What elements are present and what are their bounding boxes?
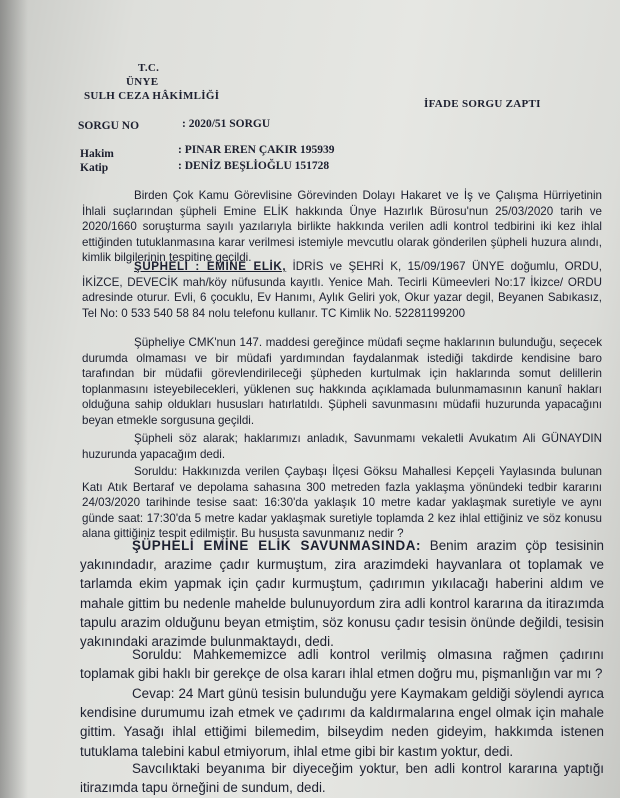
paragraph-question-1: Soruldu: Hakkınızda verilen Çaybaşı İlçesi Göksu Mahallesi Kepçeli Yaylasında bulunan Katı Atık Bertaraf ve depolama sahasına 300 metreden fazla yaklaşma yönündeki tedbir kararını 24/03/2020 tarihinde tesise saat: 16:30'da yaklaşık 10 metre kadar yaklaşmak suretiyle ve aynı günde saat: 17:30'da 5 metre kadar yaklaşmak suretiyle toplamda 2 kez ihlal ettiğiniz ve söz konusu alana gittiğiniz tespit edilmiştir. Bu hususta savunmanız nedir ? — [82, 465, 602, 541]
paragraph-answer: Cevap: 24 Mart günü tesisin bulunduğu yere Kaymakam geldiği söylendi ayrıca kendisine durumumu izah etmek ve çadırımı da kaldırmalarına engel olmak için mahale gittim. Yasağı ihlal ettiğimi bilemedim, bilseydim neden gideyim, hakkımda istenen tutuklama talebini kabul etmiyorum, ihlal etme gibi bir kastım yoktur, dedi. — [80, 686, 604, 759]
paragraph-suspect-identity — [82, 259, 602, 321]
paragraph-defense — [80, 536, 604, 651]
paragraph-statement: Şüpheli söz alarak; haklarımızı anladık, Savunmamı vekaletli Avukatım Ali GÜNAYDIN huzurunda yapacağım dedi. — [82, 432, 602, 461]
hakim-label: Hakim — [80, 148, 114, 160]
header-tc: T.C. — [138, 62, 160, 74]
defense-label: ŞÜPHELİ EMİNE ELİK SAVUNMASINDA: — [132, 538, 422, 553]
header-court: SULH CEZA HÂKİMLİĞİ — [84, 90, 220, 102]
paragraph-rights: Şüpheliye CMK'nun 147. maddesi gereğince müdafi seçme haklarının bulunduğu, seçecek durumda olmaması ve bir müdafi yardımından faydalanmak istediği takdirde kendisine baro tarafından bir müdafii görevlendirileceği şüpheden kurtulmak için haklarında somut delillerin toplanmasını isteyebilecekleri, yüklenen suç hakkında açıklamada bulunmamasının kanunî hakları olduğuna sahip oldukları hususları hatırlatıldı. Şüpheli savunmasını müdafii huzurunda yapacağını beyan etmekle sorgusuna geçildi. — [82, 336, 602, 427]
katip-label: Katip — [80, 162, 109, 174]
paragraph-question-2: Soruldu: Mahkememizce adli kontrol verilmiş olmasına rağmen çadırını toplamak gibi haklı bir gerekçe de olsa kararı ihlal etmen doğru mu, pişmanlığın var mı ? — [80, 647, 604, 682]
header-city: ÜNYE — [126, 76, 159, 88]
page-shadow — [0, 0, 28, 798]
suspect-details: İDRİS ve ŞEHRİ K, 15/09/1967 ÜNYE doğumlu, ORDU, İKİZCE, DEVECİK mah/köy nüfusunda kayıtlı. Yenice Mah. Tecirli Kümeevleri No:17 İkizce/ ORDU adresinde oturur. Evli, 6 çocuklu, Ev Hanımı, Aylık Geliri yok, Okur yazar degil, Beyanen Sabıkasız, Tel No: 0 533 540 58 84 nolu telefonu kullanır. TC Kimlik No. 52281199200 — [82, 260, 603, 320]
sorgu-no-value: : 2020/51 SORGU — [182, 118, 271, 130]
sorgu-no-label: SORGU NO — [78, 120, 140, 132]
suspect-label: ŞÜPHELİ : EMİNE ELİK, — [134, 260, 287, 273]
form-title: İFADE SORGU ZAPTI — [424, 98, 541, 110]
hakim-value: : PINAR EREN ÇAKIR 195939 — [178, 144, 335, 156]
paragraph-closing: Savcılıktaki beyanıma bir diyeceğim yoktur, ben adli kontrol kararına yaptığı itirazımda tapu örneğini de sundum, dedi. — [80, 761, 604, 796]
paragraph-intro: Birden Çok Kamu Görevlisine Görevinden Dolayı Hakaret ve İş ve Çalışma Hürriyetinin İhlali suçlarından şüpheli Emine ELİK hakkında Ünye Hazırlık Bürosu'nun 25/03/2020 tarih ve 2020/1660 soruşturma sayılı yazılarıyla birlikte hakkında verilen adli kontrol tedbirini iki kez ihlal ettiğinden tutuklanmasına karar verilmesi istemiyle mevcutlu olarak gönderilen şüpheli huzura alındı, kimlik bilgilerinin tespitine geçildi. — [82, 189, 602, 265]
katip-value: : DENİZ BEŞLİOĞLU 151728 — [178, 160, 330, 172]
defense-text: Benim arazim çöp tesisinin yakınındadır, arazime çadır kurmuştum, zira arazimdeki hayvanlara ot toplamak ve tarlamda ekim yapmak için çadır kurmuştum, çadırımın yıkılacağı haberini aldım ve mahale gittim bu nedenle mahelde bulunuyordum zira adli kontrol kararına da itirazımda tapulu arazim olduğunu beyan etmiştim, söz konusu çadır tesisin önünde değildi, tesisin yakınındaki arazimde bulunmaktaydı, dedi. — [80, 538, 604, 650]
